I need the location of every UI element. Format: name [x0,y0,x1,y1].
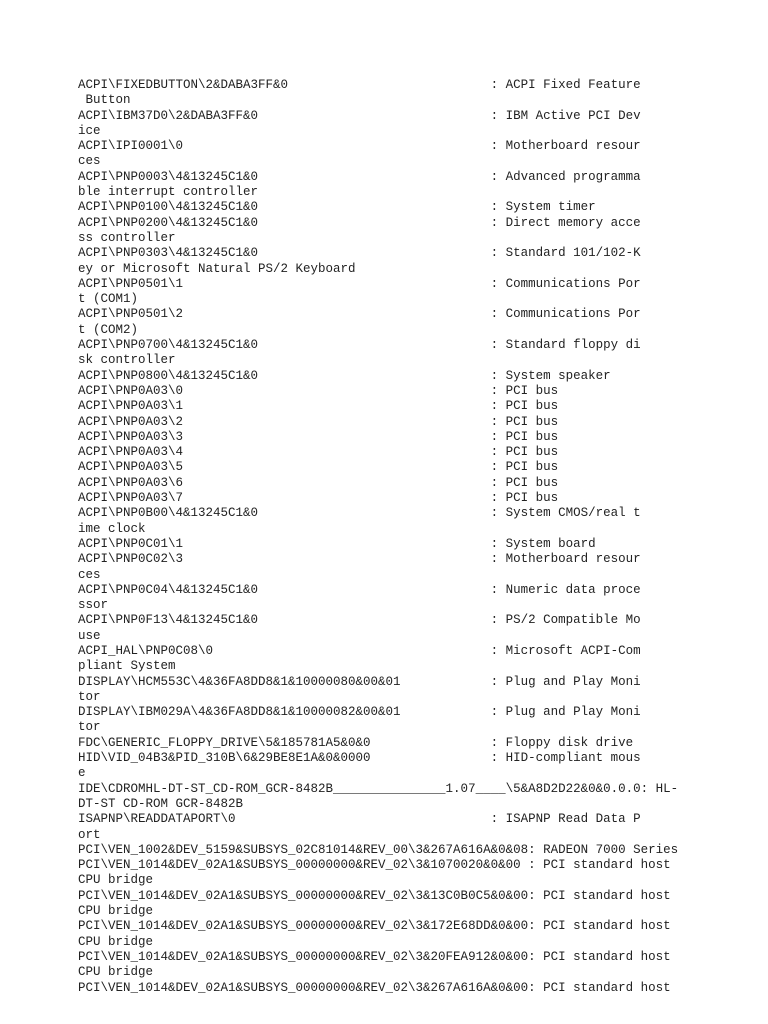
text-line: tor [78,720,101,735]
text-line: PCI\VEN_1014&DEV_02A1&SUBSYS_00000000&REV_02\3&20FEA912&0&00: PCI standard host [78,949,671,964]
text-line: t (COM1) [78,292,139,307]
text-line: ces [78,567,101,582]
text-line: ime clock [78,521,146,536]
text-line: ACPI\PNP0A03\7 : PCI bus [78,491,559,506]
text-line: HID\VID_04B3&PID_310B\6&29BE8E1A&0&0000 : HID-compliant mous [78,751,641,766]
text-line: ACPI\PNP0A03\1 : PCI bus [78,399,559,414]
text-line: ssor [78,598,109,613]
text-line: Button [78,93,131,108]
text-line: t (COM2) [78,322,139,337]
text-line: ey or Microsoft Natural PS/2 Keyboard [78,261,356,276]
text-line: tor [78,689,101,704]
text-line: ACPI\PNP0003\4&13245C1&0 : Advanced programma [78,169,641,184]
text-line: ACPI\PNP0700\4&13245C1&0 : Standard floppy di [78,338,641,353]
text-line: ACPI\PNP0B00\4&13245C1&0 : System CMOS/real t [78,506,641,521]
text-line: DISPLAY\HCM553C\4&36FA8DD8&1&10000080&00&01 : Plug and Play Moni [78,674,641,689]
text-line: ces [78,154,101,169]
text-line: ACPI\PNP0A03\2 : PCI bus [78,414,559,429]
text-line: PCI\VEN_1014&DEV_02A1&SUBSYS_00000000&REV_02\3&172E68DD&0&00: PCI standard host [78,919,671,934]
text-line: IDE\CDROMHL-DT-ST_CD-ROM_GCR-8482B_______________1.07____\5&A8D2D22&0&0.0.0: HL- [78,781,679,796]
text-line: ACPI\PNP0501\1 : Communications Por [78,276,641,291]
text-line: ACPI\PNP0501\2 : Communications Por [78,307,641,322]
device-list [78,78,690,996]
text-line: e [78,766,86,781]
text-line: ACPI\PNP0A03\0 : PCI bus [78,383,559,398]
text-line: sk controller [78,353,176,368]
text-line: PCI\VEN_1002&DEV_5159&SUBSYS_02C81014&REV_00\3&267A616A&0&08: RADEON 7000 Series [78,842,679,857]
text-line: ss controller [78,230,176,245]
text-line: ACPI\PNP0F13\4&13245C1&0 : PS/2 Compatible Mo [78,613,641,628]
text-line: use [78,628,101,643]
text-line: ACPI\PNP0100\4&13245C1&0 : System timer [78,200,596,215]
text-line: CPU bridge [78,904,154,919]
text-line: PCI\VEN_1014&DEV_02A1&SUBSYS_00000000&REV_02\3&1070020&0&00 : PCI standard host [78,858,671,873]
text-line: ACPI\PNP0C01\1 : System board [78,536,596,551]
text-line: ACPI\FIXEDBUTTON\2&DABA3FF&0 : ACPI Fixed Feature [78,78,641,92]
text-line: ACPI_HAL\PNP0C08\0 : Microsoft ACPI-Com [78,643,641,658]
text-line: ACPI\IPI0001\0 : Motherboard resour [78,139,641,154]
text-line: DT-ST CD-ROM GCR-8482B [78,796,244,811]
text-line: ACPI\IBM37D0\2&DABA3FF&0 : IBM Active PCI Dev [78,108,641,123]
text-line: ACPI\PNP0A03\5 : PCI bus [78,460,559,475]
text-line: CPU bridge [78,934,154,949]
text-line: PCI\VEN_1014&DEV_02A1&SUBSYS_00000000&REV_02\3&13C0B0C5&0&00: PCI standard host [78,888,671,903]
text-line: ACPI\PNP0C02\3 : Motherboard resour [78,552,641,567]
text-line: CPU bridge [78,873,154,888]
text-line: ACPI\PNP0C04\4&13245C1&0 : Numeric data proce [78,582,641,597]
text-line: FDC\GENERIC_FLOPPY_DRIVE\5&185781A5&0&0 : Floppy disk drive [78,735,634,750]
text-line: ACPI\PNP0800\4&13245C1&0 : System speaker [78,368,611,383]
text-line: ACPI\PNP0200\4&13245C1&0 : Direct memory acce [78,215,641,230]
text-line: ACPI\PNP0A03\3 : PCI bus [78,429,559,444]
text-line: ACPI\PNP0303\4&13245C1&0 : Standard 101/102-K [78,246,641,261]
text-line: ISAPNP\READDATAPORT\0 : ISAPNP Read Data P [78,812,641,827]
text-line: ice [78,123,101,138]
text-line: ACPI\PNP0A03\4 : PCI bus [78,445,559,460]
text-line: ort [78,827,101,842]
text-line: ble interrupt controller [78,185,259,200]
text-line: ACPI\PNP0A03\6 : PCI bus [78,475,559,490]
text-line: pliant System [78,659,176,674]
text-line: DISPLAY\IBM029A\4&36FA8DD8&1&10000082&00&01 : Plug and Play Moni [78,705,641,720]
text-line: PCI\VEN_1014&DEV_02A1&SUBSYS_00000000&REV_02\3&267A616A&0&00: PCI standard host [78,980,671,995]
text-line: CPU bridge [78,965,154,980]
